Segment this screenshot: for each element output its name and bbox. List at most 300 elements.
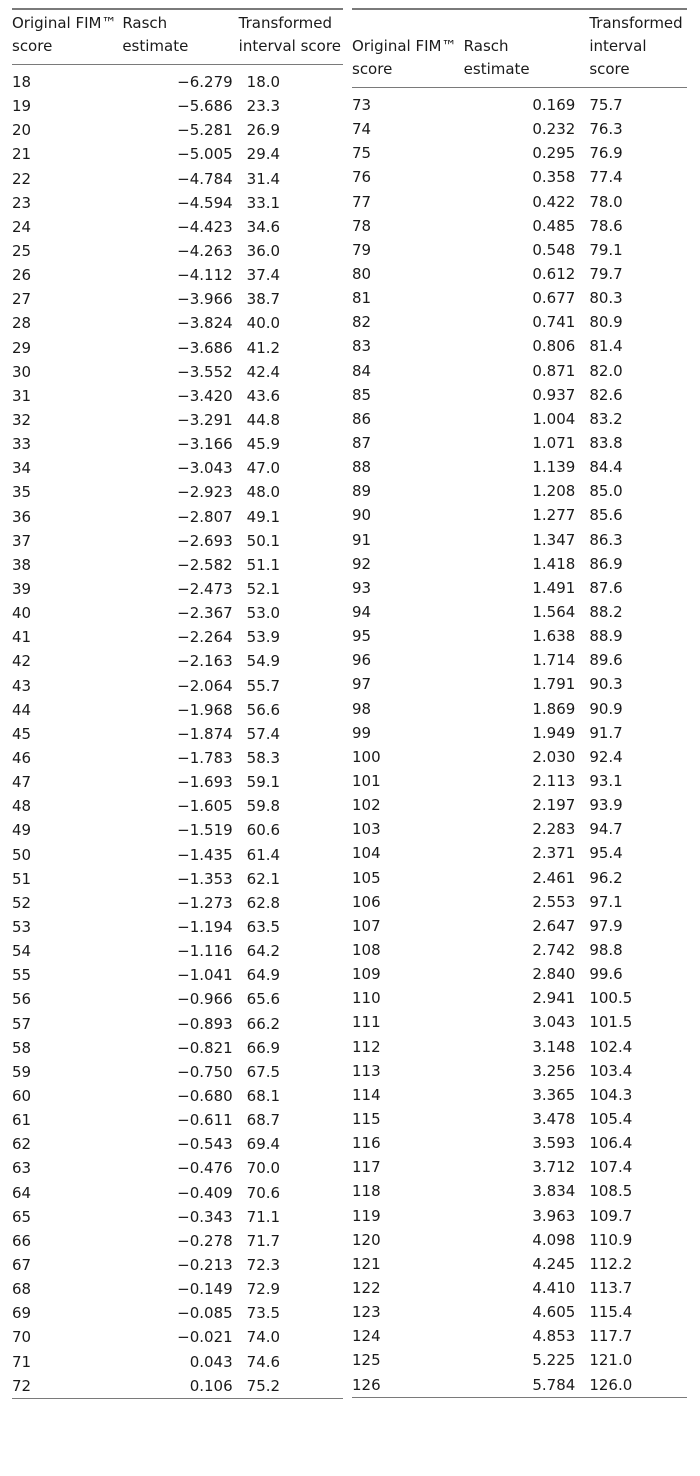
table-row <box>352 986 687 1010</box>
rasch-estimate-cell: −1.116 <box>177 942 233 961</box>
header-rasch-estimate: Rasch estimate <box>464 10 576 88</box>
original-score-cell: 113 <box>352 1061 381 1080</box>
transformed-score-cell: 84.4 <box>589 458 623 477</box>
transformed-score-cell: 110.9 <box>589 1230 633 1249</box>
rasch-estimate-cell: −2.923 <box>177 483 233 502</box>
table-row <box>12 1156 343 1180</box>
transformed-score-cell: 60.6 <box>246 821 281 840</box>
table-row <box>12 1180 343 1204</box>
original-score-cell: 22 <box>12 169 32 188</box>
table-row <box>12 336 343 360</box>
table-row <box>352 1131 687 1155</box>
transformed-score-cell: 58.3 <box>246 749 281 767</box>
transformed-score-cell: 26.9 <box>246 121 281 140</box>
table-row <box>352 841 687 865</box>
original-score-cell: 78 <box>352 216 372 235</box>
table-row <box>352 528 687 552</box>
original-score-cell: 117 <box>352 1158 381 1177</box>
original-score-cell: 116 <box>352 1134 381 1153</box>
rasch-estimate-cell: 0.358 <box>532 168 576 187</box>
rasch-estimate-cell: 1.071 <box>532 434 576 453</box>
header-transformed-score: Transformed interval score <box>575 10 687 88</box>
transformed-score-cell: 65.6 <box>246 990 281 1009</box>
transformed-score-cell: 113.7 <box>589 1278 633 1297</box>
transformed-score-cell: 66.2 <box>246 1014 281 1033</box>
transformed-score-cell: 53.0 <box>246 604 281 623</box>
table-row <box>352 1107 687 1131</box>
transformed-score-cell: 75.2 <box>246 1376 281 1395</box>
rasch-estimate-cell: 3.834 <box>532 1182 576 1201</box>
transformed-score-cell: 83.2 <box>589 409 623 428</box>
original-score-cell: 112 <box>352 1037 381 1056</box>
transformed-score-cell: 33.1 <box>246 193 281 212</box>
rasch-estimate-cell: −3.966 <box>177 290 233 309</box>
original-score-cell: 58 <box>12 1038 32 1057</box>
table-row <box>352 914 687 938</box>
rasch-estimate-cell: −4.594 <box>177 193 233 212</box>
table-row <box>352 1228 687 1252</box>
table-row <box>352 262 687 286</box>
transformed-score-cell: 74.0 <box>246 1328 281 1347</box>
original-score-cell: 47 <box>12 773 32 792</box>
transformed-score-cell: 82.0 <box>589 361 623 380</box>
transformed-score-cell: 89.6 <box>589 651 623 670</box>
table-row <box>352 1300 687 1324</box>
rasch-estimate-cell: −1.353 <box>177 869 233 888</box>
rasch-estimate-cell: 3.478 <box>532 1109 576 1128</box>
transformed-score-cell: 97.9 <box>589 916 623 935</box>
table-row <box>12 432 343 456</box>
rasch-estimate-cell: 3.256 <box>532 1061 576 1080</box>
rasch-estimate-cell: −3.043 <box>177 459 233 478</box>
original-score-cell: 53 <box>12 917 32 936</box>
rasch-estimate-cell: 2.840 <box>532 965 576 984</box>
transformed-score-cell: 72.9 <box>246 1280 281 1299</box>
transformed-score-cell: 78.6 <box>589 216 623 235</box>
rasch-estimate-cell: −1.968 <box>177 700 233 719</box>
rasch-estimate-cell: −1.783 <box>177 749 233 767</box>
header-transformed-score: Transformed interval score <box>233 10 343 65</box>
table-row <box>12 770 343 794</box>
rasch-estimate-cell: −2.064 <box>177 676 233 695</box>
original-score-cell: 91 <box>352 530 372 549</box>
original-score-cell: 38 <box>12 555 32 574</box>
original-score-cell: 41 <box>12 628 32 647</box>
original-score-cell: 24 <box>12 217 32 236</box>
original-score-cell: 55 <box>12 966 32 985</box>
rasch-estimate-cell: 1.418 <box>532 554 576 573</box>
transformed-score-cell: 107.4 <box>589 1158 633 1177</box>
transformed-score-cell: 70.6 <box>246 1183 281 1202</box>
rasch-estimate-cell: −5.005 <box>177 145 233 164</box>
table-row <box>352 479 687 503</box>
transformed-score-cell: 72.3 <box>246 1255 281 1274</box>
rasch-estimate-cell: −2.582 <box>177 555 233 574</box>
original-score-cell: 43 <box>12 676 32 695</box>
table-row <box>12 1301 343 1325</box>
rasch-estimate-cell: −5.686 <box>177 97 233 116</box>
original-score-cell: 104 <box>352 844 381 863</box>
table-row <box>352 407 687 431</box>
transformed-score-cell: 55.7 <box>246 676 281 695</box>
rasch-estimate-cell: 4.245 <box>532 1254 576 1273</box>
transformed-score-cell: 64.9 <box>246 966 281 985</box>
original-score-cell: 73 <box>352 96 372 115</box>
original-score-cell: 40 <box>12 604 32 623</box>
rasch-estimate-cell: 1.208 <box>532 482 576 501</box>
original-score-cell: 36 <box>12 507 32 526</box>
transformed-score-cell: 109.7 <box>589 1206 633 1225</box>
rasch-estimate-cell: 1.139 <box>532 458 576 477</box>
transformed-score-cell: 23.3 <box>246 97 281 116</box>
rasch-estimate-cell: 1.714 <box>532 651 576 670</box>
original-score-cell: 92 <box>352 554 372 573</box>
transformed-score-cell: 43.6 <box>246 386 281 405</box>
transformed-score-cell: 44.8 <box>246 411 281 430</box>
transformed-score-cell: 76.9 <box>589 144 623 163</box>
table-row <box>12 1229 343 1253</box>
original-score-cell: 34 <box>12 459 32 478</box>
rasch-estimate-cell: 4.410 <box>532 1278 576 1297</box>
original-score-cell: 54 <box>12 942 32 961</box>
transformed-score-cell: 88.9 <box>589 627 623 646</box>
transformed-score-cell: 97.1 <box>589 892 623 911</box>
table-row <box>352 117 687 141</box>
table-row <box>12 1084 343 1108</box>
original-score-cell: 45 <box>12 724 32 743</box>
rasch-estimate-cell: −0.821 <box>177 1038 233 1057</box>
table-row <box>352 1252 687 1276</box>
transformed-score-cell: 102.4 <box>589 1037 633 1056</box>
transformed-score-cell: 45.9 <box>246 435 281 454</box>
rasch-estimate-cell: 1.869 <box>532 699 576 718</box>
table-row <box>12 649 343 673</box>
rasch-estimate-cell: 0.677 <box>532 289 576 308</box>
transformed-score-cell: 76.3 <box>589 120 623 139</box>
rasch-estimate-cell: −1.435 <box>177 845 233 864</box>
original-score-cell: 114 <box>352 1085 381 1104</box>
rasch-estimate-cell: −6.279 <box>177 73 233 92</box>
rasch-estimate-cell: −3.291 <box>177 411 233 430</box>
original-score-cell: 122 <box>352 1278 381 1297</box>
rasch-estimate-cell: 1.638 <box>532 627 576 646</box>
rasch-estimate-cell: 4.853 <box>532 1327 576 1346</box>
transformed-score-cell: 31.4 <box>246 169 281 188</box>
transformed-score-cell: 54.9 <box>246 652 281 671</box>
table-row <box>12 674 343 698</box>
rasch-estimate-cell: 1.347 <box>532 530 576 549</box>
transformed-score-cell: 91.7 <box>589 723 623 742</box>
table-row <box>352 600 687 624</box>
rasch-estimate-cell: −1.194 <box>177 917 233 936</box>
original-score-cell: 101 <box>352 772 381 790</box>
original-score-cell: 35 <box>12 483 32 502</box>
rasch-estimate-cell: 2.030 <box>532 747 576 766</box>
rasch-estimate-cell: 2.647 <box>532 916 576 935</box>
table-row <box>352 648 687 672</box>
table-row <box>12 1108 343 1132</box>
table-row <box>12 118 343 142</box>
rasch-estimate-cell: 0.485 <box>532 216 576 235</box>
original-score-cell: 103 <box>352 820 381 839</box>
original-score-cell: 109 <box>352 965 381 984</box>
transformed-score-cell: 70.0 <box>246 1159 281 1178</box>
transformed-score-cell: 126.0 <box>589 1375 633 1394</box>
table-row <box>12 1349 343 1373</box>
transformed-score-cell: 85.0 <box>589 482 623 501</box>
original-score-cell: 31 <box>12 386 32 405</box>
original-score-cell: 23 <box>12 193 32 212</box>
original-score-cell: 67 <box>12 1255 32 1274</box>
original-score-cell: 99 <box>352 723 372 742</box>
table-row <box>352 721 687 745</box>
rasch-estimate-cell: −2.264 <box>177 628 233 647</box>
table-row <box>12 263 343 287</box>
transformed-score-cell: 80.9 <box>589 313 623 332</box>
table-row <box>12 625 343 649</box>
original-score-cell: 93 <box>352 578 372 597</box>
transformed-score-cell: 86.3 <box>589 530 623 549</box>
original-score-cell: 97 <box>352 675 372 694</box>
transformed-score-cell: 62.8 <box>246 893 281 912</box>
rasch-estimate-cell: 0.871 <box>532 361 576 380</box>
table-row <box>12 939 343 963</box>
rasch-estimate-cell: 2.941 <box>532 989 576 1008</box>
original-score-cell: 57 <box>12 1014 32 1033</box>
table-row <box>352 190 687 214</box>
transformed-score-cell: 67.5 <box>246 1062 281 1081</box>
original-score-cell: 26 <box>12 266 32 285</box>
transformed-score-cell: 18.0 <box>246 73 281 92</box>
rasch-estimate-cell: 3.043 <box>532 1013 576 1032</box>
table-row <box>352 503 687 527</box>
rasch-estimate-cell: 1.004 <box>532 409 576 428</box>
transformed-score-cell: 38.7 <box>246 290 281 309</box>
rasch-estimate-cell: −2.473 <box>177 580 233 599</box>
original-score-cell: 19 <box>12 97 32 116</box>
rasch-estimate-cell: −3.824 <box>177 314 233 333</box>
transformed-score-cell: 52.1 <box>246 580 281 599</box>
transformed-score-cell: 64.2 <box>246 942 281 961</box>
transformed-score-cell: 69.4 <box>246 1135 281 1154</box>
table-row <box>352 455 687 479</box>
original-score-cell: 77 <box>352 192 372 211</box>
table-row <box>12 891 343 915</box>
transformed-score-cell: 117.7 <box>589 1327 633 1346</box>
table-row <box>352 866 687 890</box>
table-row <box>352 1203 687 1227</box>
original-score-cell: 83 <box>352 337 372 356</box>
rasch-estimate-cell: 4.605 <box>532 1303 576 1322</box>
original-score-cell: 61 <box>12 1111 32 1130</box>
transformed-score-cell: 85.6 <box>589 506 623 525</box>
table-row <box>12 1253 343 1277</box>
rasch-estimate-cell: −0.750 <box>177 1062 233 1081</box>
table-row <box>12 794 343 818</box>
original-score-cell: 107 <box>352 916 381 935</box>
original-score-cell: 46 <box>12 749 32 767</box>
table-row <box>352 165 687 189</box>
table-row <box>12 698 343 722</box>
original-score-cell: 79 <box>352 240 372 259</box>
transformed-score-cell: 96.2 <box>589 868 623 887</box>
transformed-score-cell: 71.1 <box>246 1207 281 1226</box>
transformed-score-cell: 79.7 <box>589 265 623 284</box>
original-score-cell: 119 <box>352 1206 381 1225</box>
rasch-estimate-cell: 2.553 <box>532 892 576 911</box>
table-row <box>12 867 343 891</box>
rasch-estimate-cell: −3.686 <box>177 338 233 357</box>
table-row <box>352 672 687 696</box>
transformed-score-cell: 68.7 <box>246 1111 281 1130</box>
transformed-score-cell: 29.4 <box>246 145 281 164</box>
table-row <box>12 167 343 191</box>
table-row <box>352 238 687 262</box>
rasch-estimate-cell: −0.149 <box>177 1280 233 1299</box>
rasch-estimate-cell: 1.491 <box>532 578 576 597</box>
transformed-score-cell: 87.6 <box>589 578 623 597</box>
rasch-estimate-cell: 3.963 <box>532 1206 576 1225</box>
rasch-estimate-cell: 2.197 <box>532 796 576 815</box>
transformed-score-cell: 105.4 <box>589 1109 633 1128</box>
table-row <box>352 769 687 793</box>
rasch-estimate-cell: 2.742 <box>532 940 576 959</box>
rasch-estimate-cell: −2.367 <box>177 604 233 623</box>
rasch-estimate-cell: −4.263 <box>177 242 233 261</box>
transformed-score-cell: 103.4 <box>589 1061 633 1080</box>
table-row <box>12 239 343 263</box>
rasch-estimate-cell: −3.552 <box>177 362 233 381</box>
table-row <box>352 1276 687 1300</box>
rasch-estimate-cell: 3.712 <box>532 1158 576 1177</box>
table-row <box>352 1155 687 1179</box>
table-row <box>352 1034 687 1058</box>
rasch-estimate-cell: −0.085 <box>177 1304 233 1323</box>
table-row <box>12 963 343 987</box>
original-score-cell: 70 <box>12 1328 32 1347</box>
bottom-rule <box>12 1398 343 1399</box>
transformed-score-cell: 83.8 <box>589 434 623 453</box>
original-score-cell: 44 <box>12 700 32 719</box>
rasch-estimate-cell: −2.693 <box>177 531 233 550</box>
table-row <box>352 624 687 648</box>
rasch-estimate-cell: 0.232 <box>532 120 576 139</box>
transformed-score-cell: 100.5 <box>589 989 633 1008</box>
original-score-cell: 100 <box>352 747 381 766</box>
original-score-cell: 115 <box>352 1109 381 1128</box>
table-row <box>352 214 687 238</box>
original-score-cell: 50 <box>12 845 32 864</box>
original-score-cell: 125 <box>352 1351 381 1370</box>
transformed-score-cell: 78.0 <box>589 192 623 211</box>
header-original-score: Original FIM™ score <box>12 10 122 65</box>
rasch-estimate-cell: −1.874 <box>177 724 233 743</box>
rasch-estimate-cell: 0.295 <box>532 144 576 163</box>
table-row <box>12 456 343 480</box>
original-score-cell: 108 <box>352 940 381 959</box>
transformed-score-cell: 94.7 <box>589 820 623 839</box>
rasch-estimate-cell: 0.548 <box>532 240 576 259</box>
original-score-cell: 18 <box>12 73 32 92</box>
table-row <box>352 1083 687 1107</box>
transformed-score-cell: 42.4 <box>246 362 281 381</box>
table-row <box>12 505 343 529</box>
table-row <box>12 1205 343 1229</box>
original-score-cell: 68 <box>12 1280 32 1299</box>
transformed-score-cell: 92.4 <box>589 747 623 766</box>
table-row <box>12 553 343 577</box>
rasch-estimate-cell: −1.519 <box>177 821 233 840</box>
table-left-half <box>12 8 343 1399</box>
original-score-cell: 74 <box>352 120 372 139</box>
transformed-score-cell: 74.6 <box>246 1352 281 1371</box>
original-score-cell: 75 <box>352 144 372 163</box>
transformed-score-cell: 57.4 <box>246 724 281 743</box>
rasch-estimate-cell: 0.612 <box>532 265 576 284</box>
original-score-cell: 126 <box>352 1375 381 1394</box>
transformed-score-cell: 49.1 <box>246 507 281 526</box>
transformed-score-cell: 63.5 <box>246 917 281 936</box>
transformed-score-cell: 51.1 <box>246 555 281 574</box>
original-score-cell: 51 <box>12 869 32 888</box>
transformed-score-cell: 104.3 <box>589 1085 633 1104</box>
transformed-score-cell: 75.7 <box>589 96 623 115</box>
rasch-estimate-cell: −1.693 <box>177 773 233 792</box>
rasch-estimate-cell: 5.225 <box>532 1351 576 1370</box>
original-score-cell: 90 <box>352 506 372 525</box>
transformed-score-cell: 99.6 <box>589 965 623 984</box>
original-score-cell: 42 <box>12 652 32 671</box>
table-row <box>12 408 343 432</box>
table-row <box>12 287 343 311</box>
transformed-score-cell: 53.9 <box>246 628 281 647</box>
original-score-cell: 20 <box>12 121 32 140</box>
transformed-score-cell: 82.6 <box>589 385 623 404</box>
rasch-estimate-cell: 0.106 <box>189 1376 233 1395</box>
table-row <box>12 915 343 939</box>
rasch-estimate-cell: −0.476 <box>177 1159 233 1178</box>
rasch-estimate-cell: −1.273 <box>177 893 233 912</box>
rasch-estimate-cell: 0.422 <box>532 192 576 211</box>
table-row <box>12 987 343 1011</box>
table-row <box>12 480 343 504</box>
rasch-estimate-cell: 5.784 <box>532 1375 576 1394</box>
table-row <box>352 1010 687 1034</box>
table-row <box>352 141 687 165</box>
rasch-estimate-cell: 4.098 <box>532 1230 576 1249</box>
original-score-cell: 94 <box>352 603 372 622</box>
original-score-cell: 37 <box>12 531 32 550</box>
rasch-estimate-cell: 0.937 <box>532 385 576 404</box>
transformed-score-cell: 81.4 <box>589 337 623 356</box>
transformed-score-cell: 101.5 <box>589 1013 633 1032</box>
rasch-estimate-cell: 2.283 <box>532 820 576 839</box>
original-score-cell: 118 <box>352 1182 381 1201</box>
table-row <box>352 310 687 334</box>
transformed-score-cell: 108.5 <box>589 1182 633 1201</box>
transformed-score-cell: 98.8 <box>589 940 623 959</box>
rasch-estimate-cell: 3.365 <box>532 1085 576 1104</box>
table-row <box>352 88 687 118</box>
transformed-score-cell: 68.1 <box>246 1086 281 1105</box>
table-row <box>12 1011 343 1035</box>
original-score-cell: 72 <box>12 1376 32 1395</box>
transformed-score-cell: 115.4 <box>589 1303 633 1322</box>
rasch-estimate-cell: −1.041 <box>177 966 233 985</box>
table-row <box>352 938 687 962</box>
table-row <box>352 1179 687 1203</box>
rasch-estimate-cell: −0.409 <box>177 1183 233 1202</box>
